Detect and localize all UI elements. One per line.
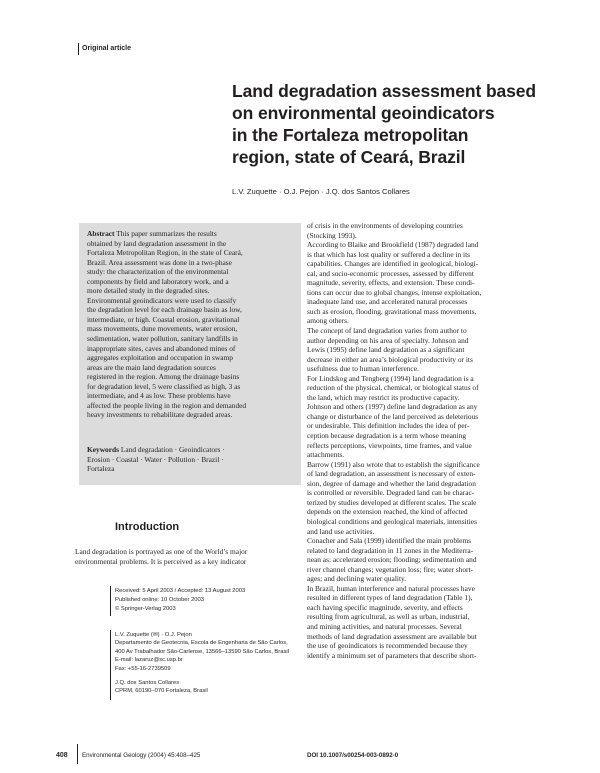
affiliations [115,631,289,696]
article-type-label: Original article [82,45,132,52]
body-line: ages; and declining water quality. [307,574,407,584]
body-line: reduction of the physical, chemical, or biological status of [307,383,479,393]
affiliation-rule [110,630,111,700]
header-rule [78,43,79,55]
body-line: is controlled or reversible. Degraded land can be charac- [307,488,475,498]
body-line: For Lindskog and Tengberg (1994) land degradation is a [307,373,474,383]
abstract-line: areas are the main land degradation sources [87,362,216,372]
abstract-line: for degradation level, 5 were classified as high, 3 as [87,381,241,391]
abstract-line: intermediate, and 4 as low. These problems have [87,391,231,401]
body-line: Lewis (1995) define land degradation as a significant [307,345,465,355]
body-line: related to land degradation in 11 zones in the Mediterra- [307,545,474,555]
body-line: among others. [307,316,349,326]
affiliation-line: L.V. Zuquette (✉) · O.J. Pejon [115,632,192,638]
abstract-heading: Abstract [87,229,115,238]
body-line: nean as: accelerated erosion; flooding; sedimentation and [307,555,477,565]
body-line: sion, degree of damage and whether the land degradation [307,478,476,488]
abstract-line: Brazil. Area assessment was done in a two-phase [87,257,232,267]
introduction-heading: Introduction [115,521,180,533]
abstract [87,229,297,420]
body-line: or undesirable. This definition includes the idea of per- [307,421,470,431]
body-line: the land, which may restrict its productive capacity. [307,392,460,402]
introduction-line: environmental problems. It is perceived as a key indicator [75,556,247,566]
abstract-line: more detailed study in the degraded sites. [87,286,210,296]
body-line: usefulness due to human interference. [307,364,419,374]
affiliation-line: J.Q. dos Santos Collares [115,680,180,687]
introduction-text [75,547,303,566]
title-line: region, state of Ceará, Brazil [232,147,466,167]
abstract-line: affected the people living in the region and demanded [87,400,247,410]
doi-link[interactable]: DOI 10.1007/s00254-003-0892-0 [307,752,399,759]
affiliation-line: Fax: +55-16-2739509 [115,665,171,672]
body-line: magnitude, severity, effects, and extension. These condi- [307,278,475,288]
affiliation-line: CPRM, 60190–070 Fortaleza, Brasil [115,688,208,695]
received-line: Received: 5 April 2003 / Accepted: 13 August 2003 [115,588,246,594]
body-line: is that which has lost quality or suffered a decline in its [307,249,471,259]
body-line: biological conditions and geological materials, intensities [307,516,477,526]
body-line: such as erosion, flooding, gravitational mass movements, [307,306,477,316]
body-line: resulting from agricultural, as well as urban, industrial, [307,612,470,622]
body-line: In Brazil, human interference and natural processes have [307,583,475,593]
abstract-line: aggregates exploitation and occupation in swamp [87,353,233,363]
abstract-line: obtained by land degradation assessment in the [87,238,227,248]
abstract-line: inappropriate sites, caves and abandoned mines of [87,343,236,353]
body-line: Johnson and others (1997) define land degradation as any [307,402,478,412]
body-line: and land use activities. [307,526,375,536]
body-line: the use of geoindicators is recommended because they [307,641,468,651]
body-line: cal, and socio-economic processes, assessed by different [307,268,474,278]
paper-title [232,80,572,168]
received-line: Published online: 10 October 2003 [115,596,204,603]
abstract-line: registered in the region. Among the drainage basins [87,372,240,382]
title-line: in the Fortaleza metropolitan [232,125,469,145]
abstract-line: heavy investments to rehabilitate degraded areas. [87,410,233,420]
body-right-column [307,221,572,660]
abstract-line: study: the characterization of the environmental [87,267,229,277]
body-line: ception because degradation is a term whose meaning [307,431,467,441]
body-line: and mining activities, and natural processes. Several [307,621,462,631]
received-line: © Springer-Verlag 2003 [115,605,176,612]
abstract-line: Abstract This paper summarizes the results [87,229,217,238]
body-line: identify a minimum set of parameters that describe short- [307,650,477,660]
body-line: Conacher and Sala (1999) identified the main problems [307,536,471,546]
body-line: terized by studies developed at different scales. The scale [307,497,477,507]
abstract-line: components by field and laboratory work, and a [87,276,229,286]
body-line: each having specific magnitude, severity, and effects [307,602,463,612]
body-line: reflects perceptions, viewpoints, time frames, and value [307,440,472,450]
body-line: river channel changes; vegetation loss; fire; water short- [307,564,474,574]
body-line: The concept of land degradation varies from author to [307,326,467,336]
body-line: inadequate land use, and accelerated natural processes [307,297,468,307]
abstract-line: the degradation level for each drainage basin as low, [87,305,242,315]
footer-rule [77,744,78,764]
body-line: change or disturbance of the land perceived as deleterious [307,411,479,421]
abstract-line: sedimentation, water pollution, sanitary landfills in [87,334,238,344]
body-line: tions can occur due to global changes, intense exploitation, [307,287,482,297]
email-link[interactable]: E-mail: lazaruz@sc.usp.br [115,657,183,664]
abstract-line: Fortaleza Metropolitan Region, in the state of Ceará, [87,248,243,258]
body-line: author depending on his area of specialty. Johnson and [307,335,469,345]
body-line: attachments. [307,450,345,460]
body-line: capabilities. Changes are identified in geological, biologi- [307,259,479,269]
introduction-line: Land degradation is portrayed as one of the World’s major [75,547,248,556]
body-line: resulted in different types of land degradation (Table 1), [307,593,473,603]
body-line: (Stocking 1993). [307,230,357,240]
keywords-heading: Keywords [87,445,120,454]
received-dates [115,587,245,613]
received-rule [110,586,111,616]
keywords-line: Erosion · Coastal · Water · Pollution · Brazil · [87,454,224,464]
affiliation-line: Departamento de Geotecnia, Escola de Engenharia de São Carlos, [115,640,288,647]
authors: L.V. Zuquette · O.J. Pejon · J.Q. dos Santos Collares [232,187,410,196]
abstract-line: Environmental geoindicators were used to classify [87,295,237,305]
body-line: According to Blaike and Brookfield (1987) degraded land [307,240,479,250]
body-line: decrease in either an area’s biological productivity or its [307,354,473,364]
body-line: of land degradation, an assessment is necessary of exten- [307,469,476,479]
keywords-line: Keywords Land degradation · Geoindicators · [87,445,225,454]
body-line: methods of land degradation assessment are available but [307,631,477,641]
journal-citation: Environmental Geology (2004) 45:408–425 [82,752,201,759]
body-line: depends on the extension reached, the kind of affected [307,507,468,517]
title-line: Land degradation assessment based [232,81,537,101]
title-line: on environmental geoindicators [232,103,495,123]
abstract-line: intermediate, or high. Coastal erosion, gravitational [87,314,240,324]
abstract-line: mass movements, dune movements, water erosion, [87,324,238,334]
body-line: Barrow (1991) also wrote that to establish the significance [307,459,480,469]
keywords-line: Fortaleza [87,464,115,474]
affiliation-line: 400 Av Trabalhador São-Carlense, 13566–13590 São Carlos, Brasil [115,648,289,655]
page-number: 408 [56,752,68,759]
body-line: of crisis in the environments of developing countries [307,221,463,230]
keywords [87,445,297,474]
